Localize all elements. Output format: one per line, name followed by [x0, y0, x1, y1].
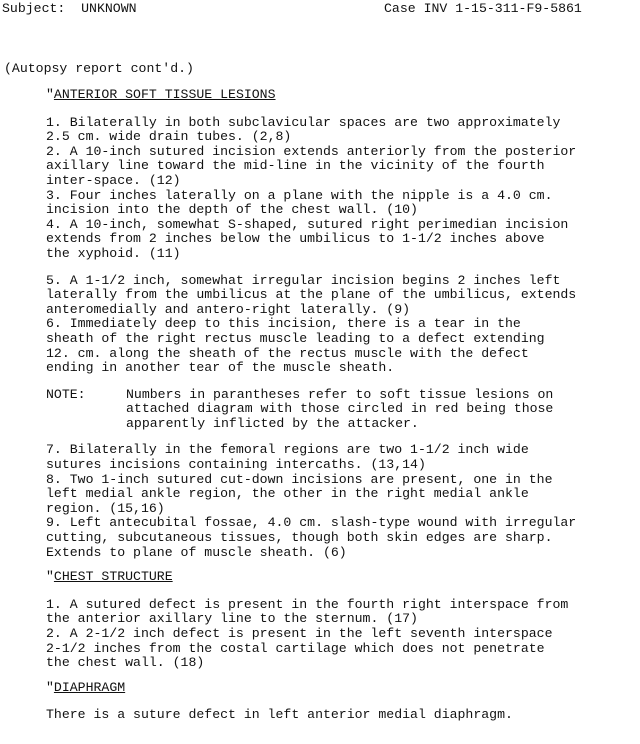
list-item: 1. Bilaterally in both subclavicular spaces are two approximately 2.5 cm. wide drain tubes. (2,8) — [46, 114, 561, 145]
list-item: 2. A 2-1/2 inch defect is present in the left seventh interspace 2-1/2 inches from the costal cartilage which does not penetrate the chest wall. (18) — [46, 626, 553, 671]
heading-text: CHEST STRUCTURE — [53, 569, 173, 585]
heading-quote: " — [46, 569, 54, 585]
list-item: 7. Bilaterally in the femoral regions are two 1-1/2 inch wide sutures incisions containing intercaths. (13,14) — [46, 442, 529, 473]
paragraph: There is a suture defect in left anterior medial diaphragm. — [46, 707, 513, 723]
case-number: Case INV 1-15-311-F9-5861 — [384, 1, 582, 16]
note-text: Numbers in parantheses refer to soft tissue lesions on attached diagram with those circled in red being those apparently inflicted by the attacker. — [126, 386, 554, 431]
subject-line: Subject: UNKNOWN — [2, 1, 137, 16]
list-item: 4. A 10-inch, somewhat S-shaped, sutured right perimedian incision extends from 2 inches below the umbilicus to 1-1/2 inches above the xyphoid. (11) — [46, 216, 569, 261]
list-item: 3. Four inches laterally on a plane with the nipple is a 4.0 cm. incision into the depth of the chest wall. (10) — [46, 187, 553, 218]
list-item: 8. Two 1-inch sutured cut-down incisions are present, one in the left medial ankle region, the other in the right medial ankle region. (15,16) — [46, 471, 553, 516]
section-heading-anterior — [46, 88, 638, 103]
list-item: 6. Immediately deep to this incision, there is a tear in the sheath of the right rectus muscle leading to a defect extending 12. cm. along the sheath of the rectus muscle with the defect ending in another tear of the muscle sheath. — [46, 316, 545, 376]
section-heading-chest — [46, 570, 638, 585]
continued-label: (Autopsy report cont'd.) — [4, 61, 194, 76]
list-item: 1. A sutured defect is present in the fourth right interspace from the anterior axillary line to the sternum. (17) — [46, 596, 569, 627]
list-item: 5. A 1-1/2 inch, somewhat irregular incision begins 2 inches left laterally from the umbilicus at the plane of the umbilicus, extends anteromedially and antero-right laterally. (9) — [46, 272, 577, 317]
heading-quote: " — [46, 87, 54, 102]
heading-text: ANTERIOR SOFT TISSUE LESIONS — [53, 87, 276, 102]
report-body — [46, 88, 638, 723]
note-block — [46, 388, 638, 432]
note-label: NOTE: — [46, 386, 86, 402]
heading-text: DIAPHRAGM — [53, 679, 126, 695]
heading-quote: " — [46, 679, 54, 695]
section-heading-diaphragm — [46, 681, 638, 696]
list-item: 2. A 10-inch sutured incision extends anteriorly from the posterior axillary line toward the mid-line in the vicinity of the fourth inter-space. (12) — [46, 143, 577, 188]
list-item: 9. Left antecubital fossae, 4.0 cm. slash-type wound with irregular cutting, subcutaneous tissues, though both skin edges are sharp. Extends to plane of muscle sheath. (6) — [46, 515, 577, 560]
